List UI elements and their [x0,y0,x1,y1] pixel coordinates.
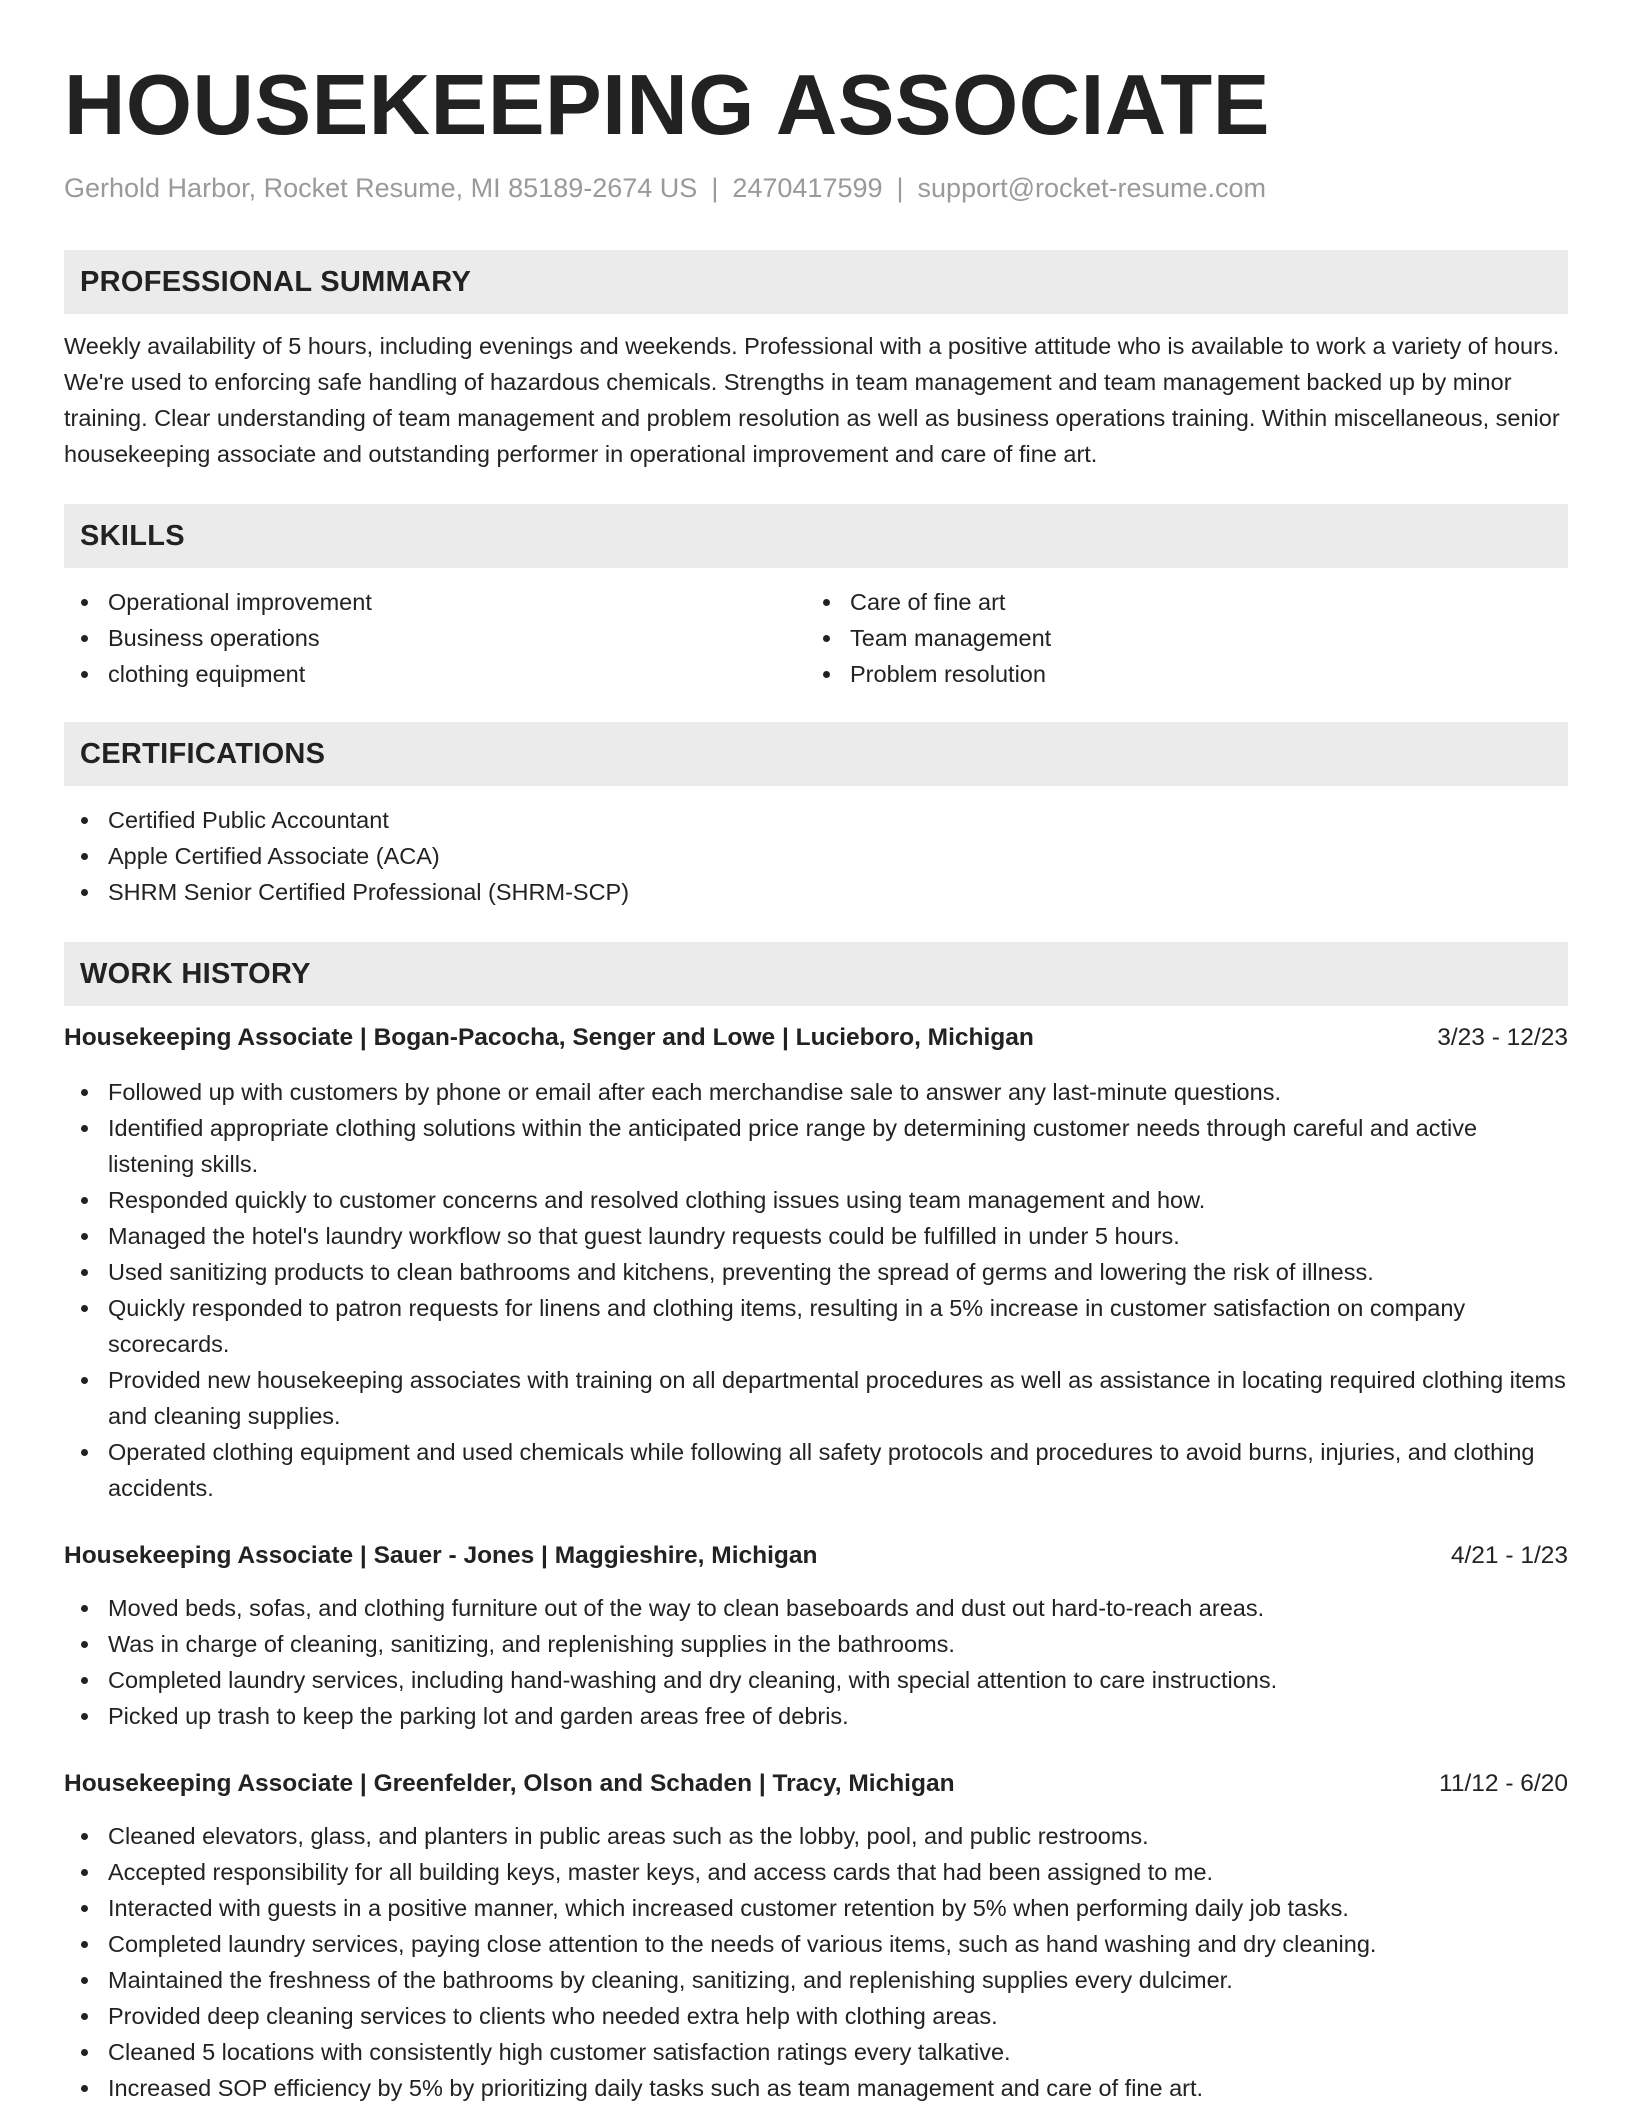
job-entry [64,1538,1568,1734]
contact-line [64,170,1568,206]
certification-item: Certified Public Accountant [64,802,1568,838]
skill-item: Team management [806,620,1548,656]
skills-column-left [64,584,806,692]
job-header [64,1766,1568,1802]
job-title: Housekeeping Associate | Sauer - Jones | Maggieshire, Michigan [64,1542,818,1569]
job-header [64,1020,1568,1056]
job-bullet: Interacted with guests in a positive manner, which increased customer retention by 5% when performing daily job tasks. [64,1890,1568,1926]
skill-item: Care of fine art [806,584,1548,620]
section-heading-skills: SKILLS [64,504,1568,568]
skill-item: clothing equipment [64,656,806,692]
certification-item: SHRM Senior Certified Professional (SHRM-SCP) [64,874,1568,910]
job-bullet: Quickly responded to patron requests for linens and clothing items, resulting in a 5% increase in customer satisfaction on company scorecards. [64,1290,1568,1362]
summary-text: Weekly availability of 5 hours, including evenings and weekends. Professional with a positive attitude who is available to work a variety of hours. We're used to enforcing safe handling of hazardous chemicals. Strengths in team management and team management backed up by minor training. Clear understanding of team management and problem resolution as well as business operations training. Within miscellaneous, senior housekeeping associate and outstanding performer in operational improvement and care of fine art. [64,333,1560,467]
job-bullet: Managed the hotel's laundry workflow so that guest laundry requests could be fulfilled in under 5 hours. [64,1218,1568,1254]
section-heading-summary: PROFESSIONAL SUMMARY [64,250,1568,314]
job-dates: 3/23 - 12/23 [1437,1024,1568,1051]
skills-column-right [806,584,1548,692]
job-header [64,1538,1568,1574]
job-bullet: Completed laundry services, paying close attention to the needs of various items, such as hand washing and dry cleaning. [64,1926,1568,1962]
skill-item: Problem resolution [806,656,1548,692]
section-heading-certifications: CERTIFICATIONS [64,722,1568,786]
job-bullet: Provided deep cleaning services to clients who needed extra help with clothing areas. [64,1998,1568,2034]
job-bullets [64,1590,1568,1734]
job-bullet: Picked up trash to keep the parking lot and garden areas free of debris. [64,1698,1568,1734]
job-title: Housekeeping Associate | Greenfelder, Olson and Schaden | Tracy, Michigan [64,1770,955,1797]
job-bullet: Identified appropriate clothing solutions within the anticipated price range by determining customer needs through careful and active listening skills. [64,1110,1568,1182]
job-bullet: Provided new housekeeping associates with training on all departmental procedures as well as assistance in locating required clothing items and cleaning supplies. [64,1362,1568,1434]
candidate-name: HOUSEKEEPING ASSOCIATE [64,58,1270,153]
job-bullet: Moved beds, sofas, and clothing furniture out of the way to clean baseboards and dust out hard-to-reach areas. [64,1590,1568,1626]
contact-email: support@rocket-resume.com [917,173,1267,203]
job-bullets [64,1074,1568,1506]
skill-item: Business operations [64,620,806,656]
job-bullet: Completed laundry services, including hand-washing and dry cleaning, with special attention to care instructions. [64,1662,1568,1698]
job-bullet: Cleaned 5 locations with consistently high customer satisfaction ratings every talkative. [64,2034,1568,2070]
job-dates: 11/12 - 6/20 [1439,1770,1568,1797]
job-bullet: Maintained the freshness of the bathrooms by cleaning, sanitizing, and replenishing supplies every dulcimer. [64,1962,1568,1998]
certification-item: Apple Certified Associate (ACA) [64,838,1568,874]
section-heading-work-history: WORK HISTORY [64,942,1568,1006]
contact-separator: | [711,173,719,203]
contact-phone: 2470417599 [732,173,883,203]
contact-separator: | [896,173,904,203]
job-bullet: Used sanitizing products to clean bathrooms and kitchens, preventing the spread of germs and lowering the risk of illness. [64,1254,1568,1290]
job-bullet: Increased SOP efficiency by 5% by prioritizing daily tasks such as team management and care of fine art. [64,2070,1568,2106]
job-bullets [64,1818,1568,2106]
job-bullet: Accepted responsibility for all building keys, master keys, and access cards that had been assigned to me. [64,1854,1568,1890]
job-bullet: Cleaned elevators, glass, and planters in public areas such as the lobby, pool, and public restrooms. [64,1818,1568,1854]
job-bullet: Followed up with customers by phone or email after each merchandise sale to answer any last-minute questions. [64,1074,1568,1110]
skill-item: Operational improvement [64,584,806,620]
certifications-list [64,802,1568,910]
skills-list [64,584,1568,692]
job-title: Housekeeping Associate | Bogan-Pacocha, Senger and Lowe | Lucieboro, Michigan [64,1024,1034,1051]
job-entry [64,1766,1568,2106]
job-bullet: Was in charge of cleaning, sanitizing, and replenishing supplies in the bathrooms. [64,1626,1568,1662]
job-dates: 4/21 - 1/23 [1450,1542,1568,1569]
resume-page [64,56,1568,2106]
job-entry [64,1020,1568,1506]
job-bullet: Responded quickly to customer concerns and resolved clothing issues using team management and how. [64,1182,1568,1218]
job-bullet: Operated clothing equipment and used chemicals while following all safety protocols and procedures to avoid burns, injuries, and clothing accidents. [64,1434,1568,1506]
contact-address: Gerhold Harbor, Rocket Resume, MI 85189-2674 US [64,173,698,203]
